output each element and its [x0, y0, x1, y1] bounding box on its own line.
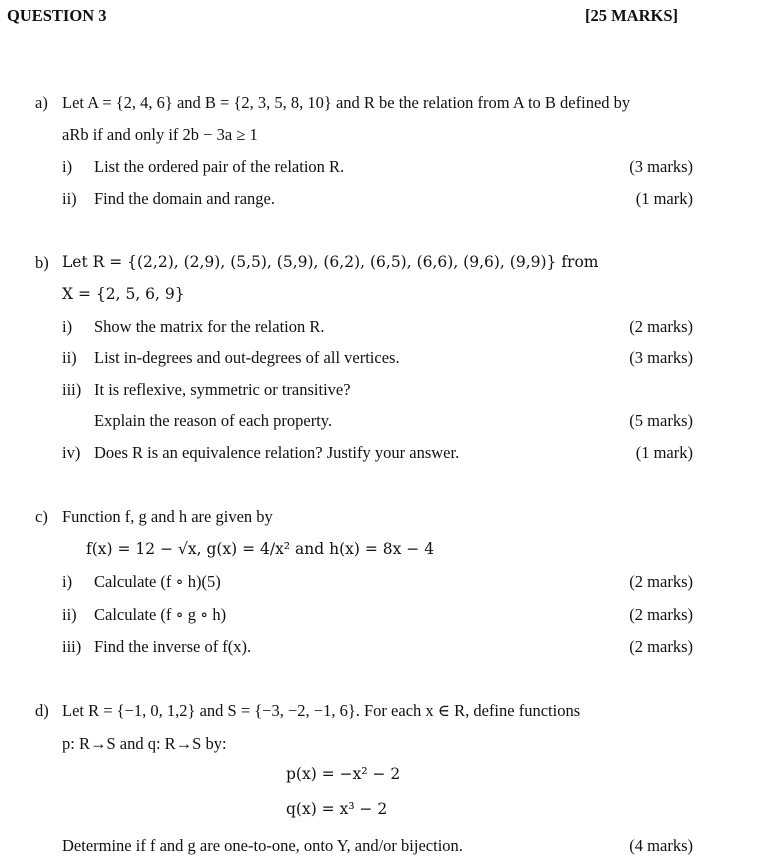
- part-b-i-num: i): [62, 317, 73, 336]
- part-b-ii-text: List in-degrees and out-degrees of all vertices.: [94, 348, 400, 367]
- part-d-eq-q: q(x) = x³ − 2: [286, 800, 388, 818]
- part-c-iii-num: iii): [62, 637, 82, 656]
- part-c-i-num: i): [62, 572, 73, 591]
- part-d-line2: p: R→S and q: R→S by:: [62, 734, 227, 753]
- part-c-i-text: Calculate (f ∘ h)(5): [94, 572, 221, 591]
- question-title: QUESTION 3: [7, 6, 107, 25]
- part-a-line2: aRb if and only if 2b − 3a ≥ 1: [62, 125, 258, 144]
- part-b-i-marks: (2 marks): [629, 317, 693, 336]
- part-b-ii-num: ii): [62, 348, 77, 367]
- part-c-iii-text: Find the inverse of f(x).: [94, 637, 252, 656]
- part-c-i-marks: (2 marks): [629, 572, 693, 591]
- part-a-line1: Let A = {2, 4, 6} and B = {2, 3, 5, 8, 10} and R be the relation from A to B defined by: [62, 93, 631, 112]
- part-c-functions: f(x) = 12 − √x, g(x) = 4/x² and h(x) = 8x − 4: [86, 540, 435, 558]
- part-c-ii-num: ii): [62, 605, 77, 624]
- part-c-iii-marks: (2 marks): [629, 637, 693, 656]
- part-a-i-num: i): [62, 157, 73, 176]
- part-b-line1: Let R = {(2,2), (2,9), (5,5), (5,9), (6,2), (6,5), (6,6), (9,6), (9,9)} from: [62, 253, 599, 271]
- part-b-i-text: Show the matrix for the relation R.: [94, 317, 325, 336]
- part-b-line2: X = {2, 5, 6, 9}: [62, 285, 185, 303]
- part-b-ii-marks: (3 marks): [629, 348, 693, 367]
- part-b-iii-text: It is reflexive, symmetric or transitive?: [94, 380, 351, 399]
- total-marks: [25 MARKS]: [584, 6, 678, 25]
- part-a-i-text: List the ordered pair of the relation R.: [94, 157, 345, 176]
- part-a-ii-num: ii): [62, 189, 77, 208]
- part-a-i-marks: (3 marks): [629, 157, 693, 176]
- part-a-label: a): [35, 93, 48, 112]
- part-b-iii-num: iii): [62, 380, 82, 399]
- part-c-ii-marks: (2 marks): [629, 605, 693, 624]
- part-b-label: b): [35, 253, 49, 272]
- part-c-ii-text: Calculate (f ∘ g ∘ h): [94, 605, 227, 624]
- part-d-closing: Determine if f and g are one-to-one, onto Y, and/or bijection.: [62, 836, 463, 855]
- part-b-iii-text2: Explain the reason of each property.: [94, 411, 333, 430]
- part-d-marks: (4 marks): [629, 836, 693, 855]
- part-d-label: d): [35, 701, 49, 720]
- part-a-ii-text: Find the domain and range.: [94, 189, 276, 208]
- part-c-label: c): [35, 507, 48, 526]
- part-b-iii-marks: (5 marks): [629, 411, 693, 430]
- part-b-iv-num: iv): [62, 443, 81, 462]
- part-d-line1: Let R = {−1, 0, 1,2} and S = {−3, −2, −1, 6}. For each x ∈ R, define functions: [62, 701, 581, 720]
- part-b-iv-marks: (1 mark): [635, 443, 693, 462]
- part-c-line1: Function f, g and h are given by: [62, 507, 273, 526]
- part-d-eq-p: p(x) = −x² − 2: [286, 765, 401, 783]
- part-b-iv-text: Does R is an equivalence relation? Justify your answer.: [94, 443, 460, 462]
- part-a-ii-marks: (1 mark): [635, 189, 693, 208]
